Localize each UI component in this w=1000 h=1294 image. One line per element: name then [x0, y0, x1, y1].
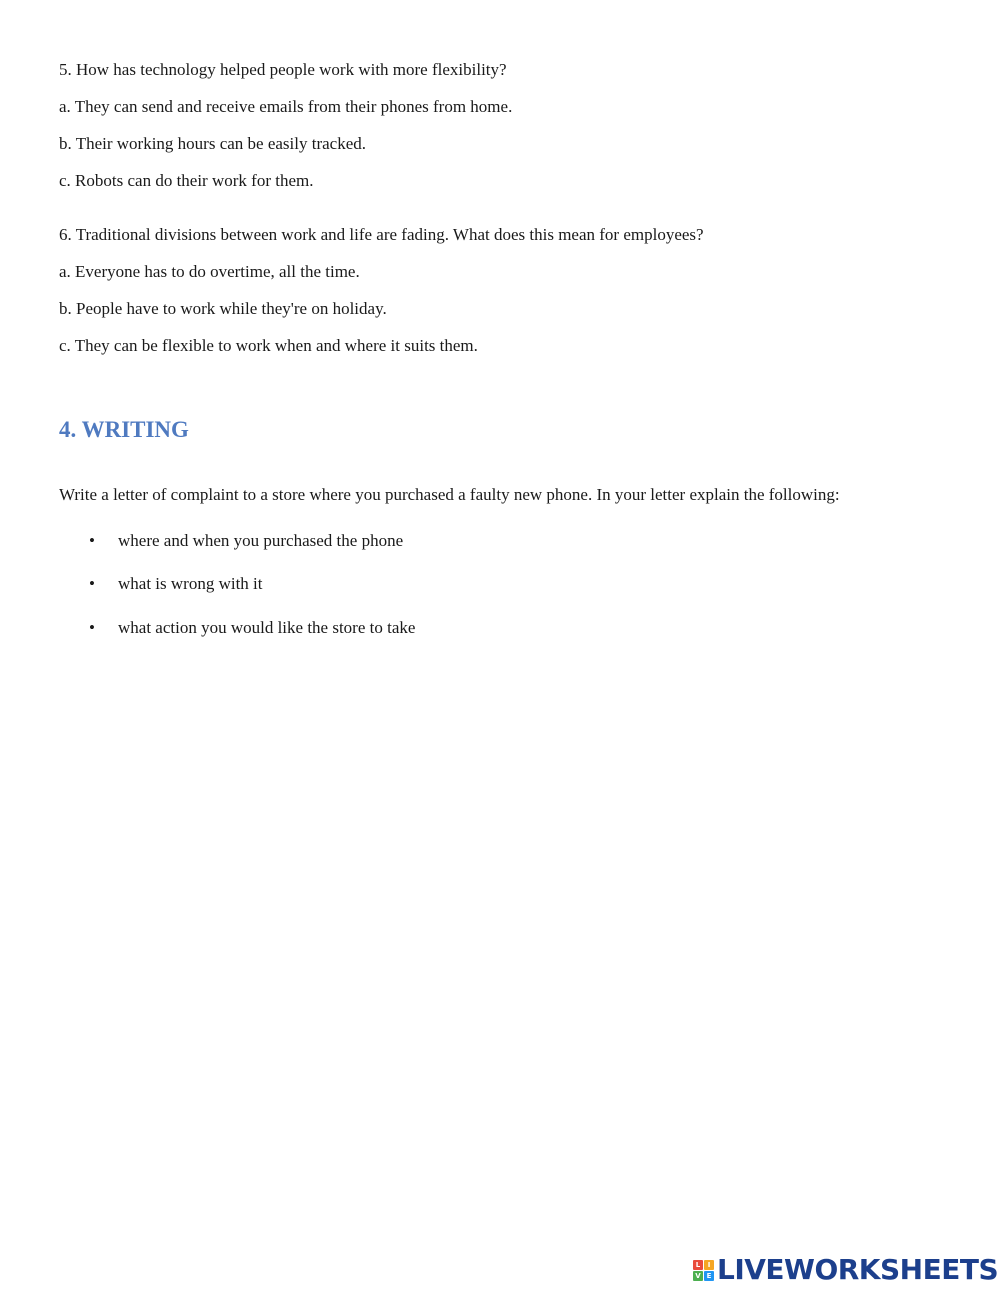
bullet-marker: • — [89, 531, 95, 550]
bullet-marker: • — [89, 574, 95, 593]
liveworksheets-logo — [693, 1254, 998, 1286]
bullet-item-action: what action you would like the store to take — [118, 618, 416, 637]
bullet-item-where-when: where and when you purchased the phone — [118, 531, 404, 550]
logo-tile-e: E — [704, 1271, 714, 1281]
question-5-prompt: 5. How has technology helped people work with more flexibility? — [59, 60, 507, 79]
writing-instruction: Write a letter of complaint to a store where you purchased a faulty new phone. In your letter explain the following: — [59, 485, 840, 504]
bullet-marker: • — [89, 618, 95, 637]
writing-heading: 4. WRITING — [59, 417, 189, 442]
question-6-option-b: b. People have to work while they're on holiday. — [59, 299, 387, 318]
question-5-option-a: a. They can send and receive emails from their phones from home. — [59, 97, 513, 116]
question-6-prompt: 6. Traditional divisions between work and life are fading. What does this mean for employees? — [59, 225, 704, 244]
question-5-option-c: c. Robots can do their work for them. — [59, 171, 314, 190]
logo-tile-v: V — [693, 1271, 703, 1281]
question-5-option-b: b. Their working hours can be easily tracked. — [59, 134, 367, 153]
logo-tile-i: I — [704, 1260, 714, 1270]
logo-wordmark: LIVEWORKSHEETS — [717, 1253, 999, 1286]
logo-grid-icon — [693, 1260, 714, 1281]
question-6-option-c: c. They can be flexible to work when and where it suits them. — [59, 336, 478, 355]
logo-tile-l: L — [693, 1260, 703, 1270]
bullet-item-what-wrong: what is wrong with it — [118, 574, 263, 593]
question-6-option-a: a. Everyone has to do overtime, all the time. — [59, 262, 360, 281]
